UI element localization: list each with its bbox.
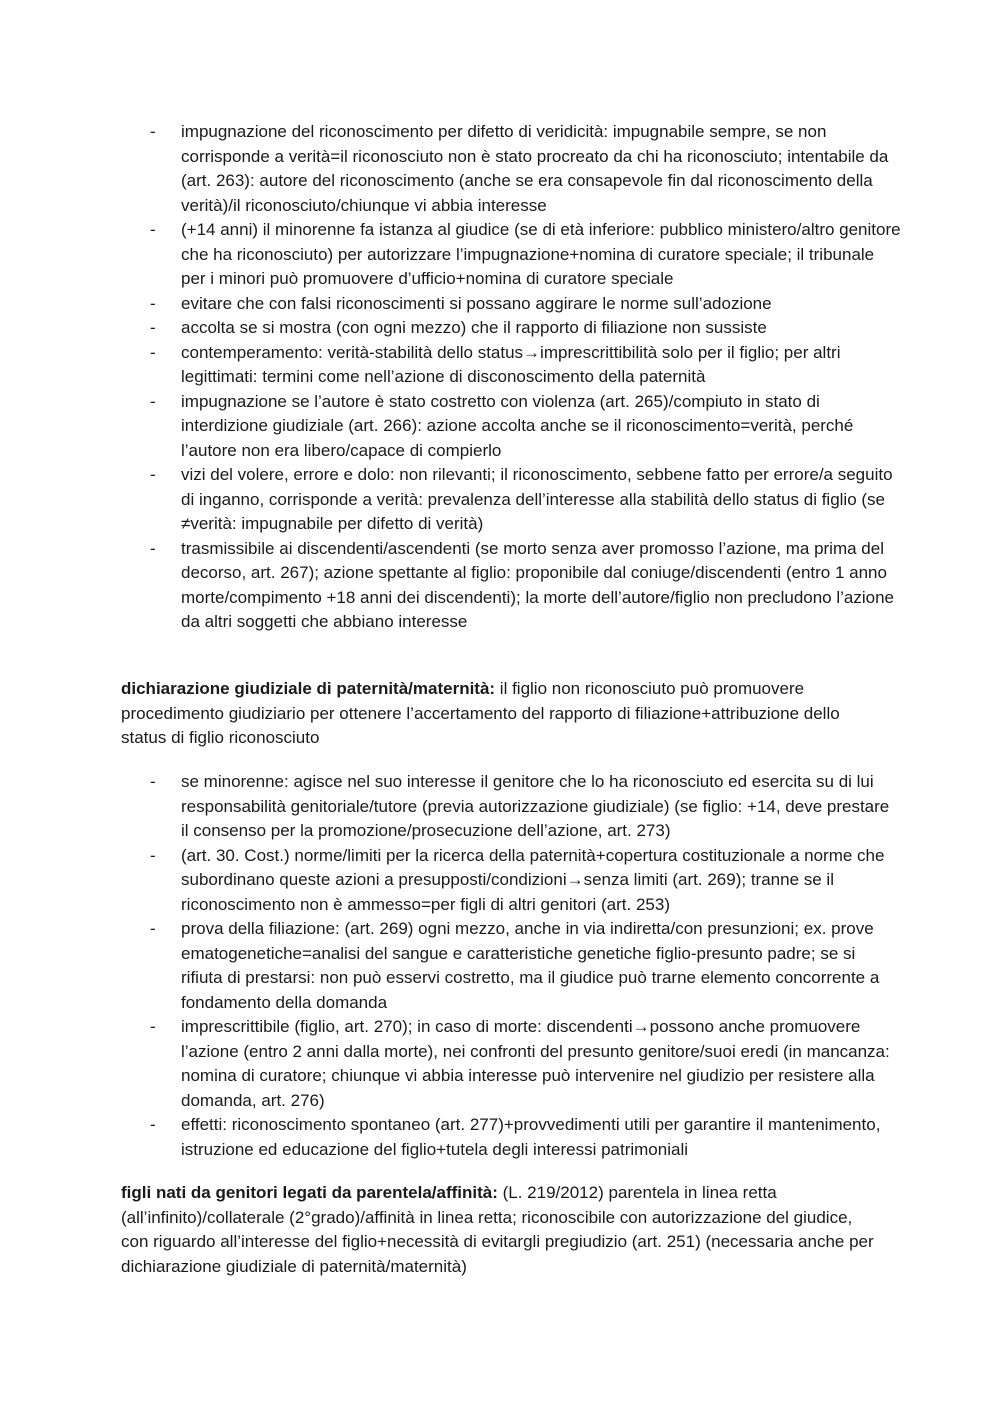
list-item [0,218,901,292]
list-item-text: impugnazione se l’autore è stato costretto con violenza (art. 265)/compiuto in stato di interdizione giudiziale (art. 266): azione accolta anche se il riconoscimento=verità, perché l’autore non era libero/capace di compierlo [181,391,854,460]
list-item-text: evitare che con falsi riconoscimenti si possano aggirare le norme sull’adozione [181,293,772,313]
list-item [0,917,901,1015]
list-item [0,463,901,537]
dash-bullet: - [150,220,156,239]
list-item [0,770,901,844]
list-item [0,316,901,341]
paragraph-dichiarazione-giudiziale [121,677,881,751]
dash-bullet: - [150,538,156,558]
list-item-text: se minorenne: agisce nel suo interesse il genitore che lo ha riconosciuto ed esercita su di lui responsabilità genitoriale/tutore (previa autorizzazione giudiziale) (se figlio: +14, deve prestare il consenso per la promozione/prosecuzione dell’azione, art. 273) [181,772,890,840]
list-item-text: (+14 anni) il minorenne fa istanza al giudice (se di età inferiore: pubblico ministero/altro genitore che ha riconosciuto) per autorizzare l’impugnazione+nomina di curatore speciale; il tribunale per i minori può promuovere d’ufficio+nomina di curatore speciale [181,220,901,288]
paragraph-figli-parentela [121,1181,881,1279]
dash-bullet: - [150,122,156,141]
list-item [0,390,901,464]
list-item [0,292,901,317]
list-item-text: prova della filiazione: (art. 269) ogni mezzo, anche in via indiretta/con presunzioni; ex. prove ematogenetiche=analisi del sangue e caratteristiche genetiche figlio-presunto padre; se si rifiuta di prestarsi: non può esservi costretto, ma il giudice può trarne elemento concorrente a fondamento della domanda [181,919,880,1012]
list-item-text: imprescrittibile (figlio, art. 270); in caso di morte: discendenti→possono anche promuovere l’azione (entro 2 anni dalla morte), nei confronti del presunto genitore/suoi eredi (in mancanza: nomina di curatore; chiunque vi abbia interesse può intervenire nel giudizio per resistere alla domanda, art. 276) [181,1017,890,1110]
list-item [0,844,901,918]
bullet-list-impugnazione [0,120,1000,635]
list-item-text: contemperamento: verità-stabilità dello status→imprescrittibilità solo per il figlio; per altri legittimati: termini come nell’azione di disconoscimento della paternità [181,342,841,386]
bullet-list-dichiarazione [0,770,1000,1162]
dash-bullet: - [150,845,156,865]
dash-bullet: - [150,465,156,484]
list-item-text: (art. 30. Cost.) norme/limiti per la ricerca della paternità+copertura costituzionale a norme che subordinano queste azioni a presupposti/condizioni→senza limiti (art. 269); tranne se il riconoscimento non è ammesso=per figli di altri genitori (art. 253) [181,845,885,914]
dash-bullet: - [150,772,156,791]
dash-bullet: - [150,391,156,411]
list-item-text: impugnazione del riconoscimento per difetto di veridicità: impugnabile sempre, se non corrisponde a verità=il riconosciuto non è stato procreato da chi ha riconosciuto; intentabile da (art. 263): autore del riconoscimento (anche se era consapevole fin dal riconoscimento della verità)/il riconosciuto/chiunque vi abbia interesse [181,122,889,215]
list-item-text: trasmissibile ai discendenti/ascendenti (se morto senza aver promosso l’azione, ma prima del decorso, art. 267); azione spettante al figlio: proponibile dal coniuge/discendenti (entro 1 anno morte/compimento +18 anni dei discendenti); la morte dell’autore/figlio non precludono l’azione da altri soggetti che abbiano interesse [181,538,895,631]
dash-bullet: - [150,293,156,313]
paragraph-text: (L. 219/2012) parentela in linea retta (all’infinito)/collaterale (2°grado)/affinità in linea retta; riconoscibile con autorizzazione del giudice, con riguardo all’interesse del figlio+necessità di evitargli pregiudizio (art. 251) (necessaria anche per dichiarazione giudiziale di paternità/maternità) [121,1183,874,1276]
list-item [0,537,901,635]
dash-bullet: - [150,919,156,938]
list-item [0,1015,901,1113]
paragraph-heading: dichiarazione giudiziale di paternità/maternità: [121,679,496,698]
dash-bullet: - [150,318,156,337]
paragraph-heading: figli nati da genitori legati da parentela/affinità: [121,1183,498,1202]
dash-bullet: - [150,1115,156,1134]
dash-bullet: - [150,1017,156,1036]
list-item-text: vizi del volere, errore e dolo: non rilevanti; il riconoscimento, sebbene fatto per errore/a seguito di inganno, corrisponde a verità: prevalenza dell’interesse alla stabilità dello status di figlio (se ≠verità: impugnabile per difetto di verità) [181,465,893,533]
dash-bullet: - [150,342,156,362]
list-item [0,341,901,390]
list-item-text: accolta se si mostra (con ogni mezzo) che il rapporto di filiazione non sussiste [181,318,767,337]
list-item [0,1113,901,1162]
list-item-text: effetti: riconoscimento spontaneo (art. 277)+provvedimenti utili per garantire il mantenimento, istruzione ed educazione del figlio+tutela degli interessi patrimoniali [181,1115,881,1159]
list-item [0,120,901,218]
paragraph-text: il figlio non riconosciuto può promuovere procedimento giudiziario per ottenere l’accertamento del rapporto di filiazione+attribuzione dello status di figlio riconosciuto [121,679,840,747]
